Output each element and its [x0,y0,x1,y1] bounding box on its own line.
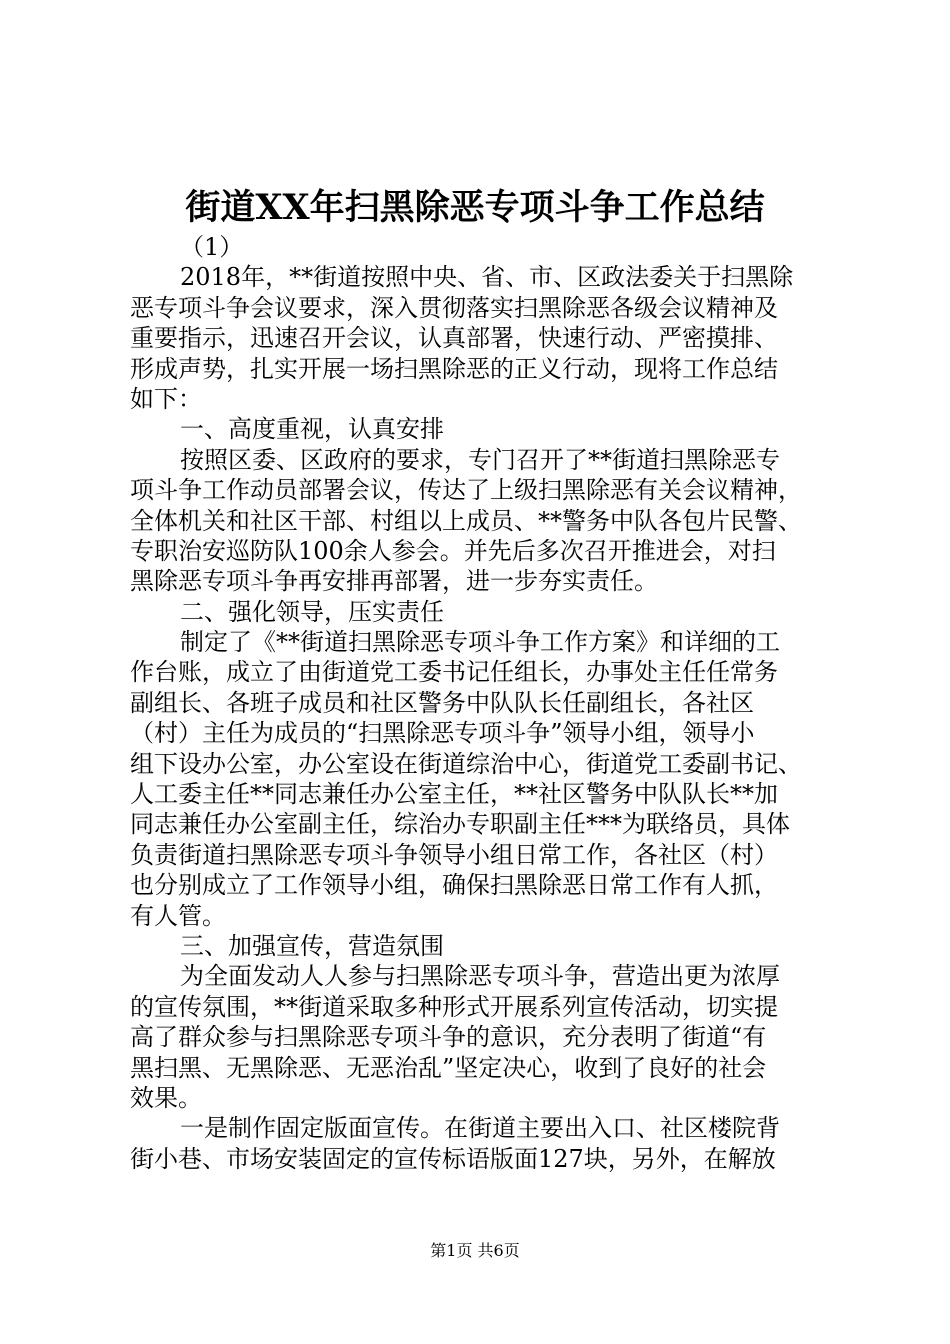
text-line: 形成声势，扎实开展一场扫黑除恶的正义行动，现将工作总结 [130,354,778,383]
text-line: 专职治安巡防队100余人参会。并先后多次召开推进会，对扫 [130,536,776,565]
text-line: 为全面发动人人参与扫黑除恶专项斗争，营造出更为浓厚 [180,962,780,991]
text-line: 如下： [130,384,202,413]
text-line: 同志兼任办公室副主任，综治办专职副主任***为联络员，具体 [130,810,790,839]
text-line: 也分别成立了工作领导小组，确保扫黑除恶日常工作有人抓， [130,871,778,900]
document-title: 街道XX年扫黑除恶专项斗争工作总结 [185,187,765,228]
text-line: 人工委主任**同志兼任办公室主任，**社区警务中队队长**加 [130,780,778,809]
text-line: 项斗争工作动员部署会议，传达了上级扫黑除恶有关会议精神， [130,476,802,505]
text-line: 三、加强宣传，营造氛围 [180,931,444,960]
text-line: 负责街道扫黑除恶专项斗争领导小组日常工作，各社区（村） [130,840,778,869]
document-body [130,232,830,1174]
text-line: 按照区委、区政府的要求，专门召开了**街道扫黑除恶专 [180,445,780,474]
text-line: 2018年，**街道按照中央、省、市、区政法委关于扫黑除 [180,263,794,292]
text-line: 副组长、各班子成员和社区警务中队队长任副组长，各社区 [130,688,754,717]
text-line: 重要指示，迅速召开会议，认真部署，快速行动、严密摸排、 [130,324,778,353]
text-line: 恶专项斗争会议要求，深入贯彻落实扫黑除恶各级会议精神及 [130,293,778,322]
text-line: 一、高度重视，认真安排 [180,415,444,444]
text-line: 全体机关和社区干部、村组以上成员、**警务中队各包片民警、 [130,506,802,535]
text-line: （1） [180,233,244,261]
text-line: 高了群众参与扫黑除恶专项斗争的意识，充分表明了街道“有 [130,1023,767,1052]
text-line: 二、强化领导，压实责任 [180,597,444,626]
text-line: 组下设办公室，办公室设在街道综治中心，街道党工委副书记、 [130,749,802,778]
text-line: 作台账，成立了由街道党工委书记任组长，办事处主任任常务 [130,658,778,687]
page-footer: 第1页 共6页 [430,1241,520,1260]
text-line: 的宣传氛围，**街道采取多种形式开展系列宣传活动，切实提 [130,992,778,1021]
text-line: 黑除恶专项斗争再安排再部署，进一步夯实责任。 [130,567,658,596]
text-line: 效果。 [130,1083,202,1112]
text-line: 黑扫黑、无黑除恶、无恶治乱”坚定决心，收到了良好的社会 [130,1053,767,1082]
text-line: 有人管。 [130,901,226,930]
text-line: 一是制作固定版面宣传。在街道主要出入口、社区楼院背 [180,1114,780,1143]
text-line: 制定了《**街道扫黑除恶专项斗争工作方案》和详细的工 [180,628,780,657]
text-line: （村）主任为成员的“扫黑除恶专项斗争”领导小组，领导小 [130,719,755,748]
text-line: 街小巷、市场安装固定的宣传标语版面127块，另外，在解放 [130,1144,776,1173]
